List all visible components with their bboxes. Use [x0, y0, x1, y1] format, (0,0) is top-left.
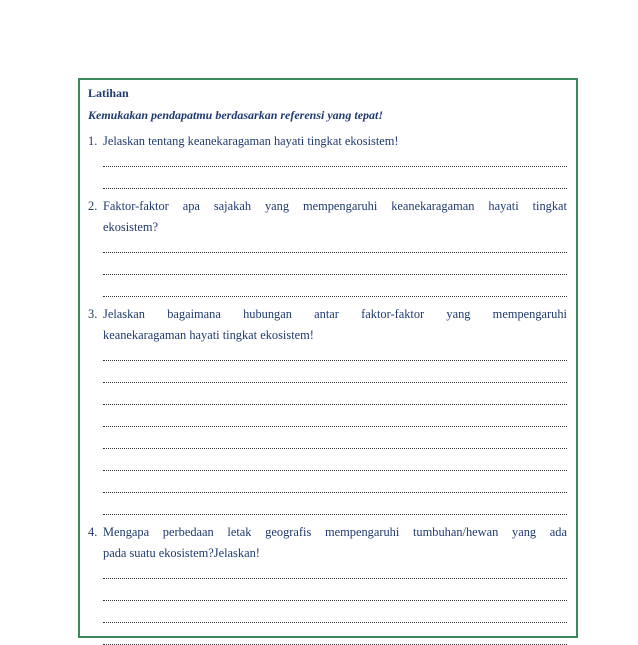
exercise-title: Latihan	[88, 86, 129, 100]
answer-line[interactable]	[103, 339, 567, 361]
question-text-line: ekosistem?	[103, 220, 159, 234]
answer-line[interactable]	[103, 231, 567, 253]
question-text-line: pada suatu ekosistem?Jelaskan!	[103, 546, 260, 560]
answer-line[interactable]	[103, 623, 567, 645]
answer-line[interactable]	[103, 253, 567, 275]
question-number: 1.	[88, 134, 98, 148]
question-number: 2.	[88, 199, 98, 213]
answer-line[interactable]	[103, 405, 567, 427]
answer-line[interactable]	[103, 449, 567, 471]
question-text: Jelaskan tentang keanekaragaman hayati tingkat ekosistem!	[103, 134, 399, 148]
exercise-box	[78, 78, 578, 638]
answer-line[interactable]	[103, 427, 567, 449]
answer-line[interactable]	[103, 557, 567, 579]
question-text-line: Faktor-faktor apa sajakah yang mempengaruhi keanekaragaman hayati tingkat	[103, 199, 567, 213]
question-text-line: Jelaskan bagaimana hubungan antar faktor-faktor yang mempengaruhi	[103, 307, 567, 321]
answer-line[interactable]	[103, 145, 567, 167]
question-number: 4.	[88, 525, 98, 539]
answer-line[interactable]	[103, 579, 567, 601]
answer-line[interactable]	[103, 601, 567, 623]
answer-line[interactable]	[103, 493, 567, 515]
exercise-instruction: Kemukakan pendapatmu berdasarkan referensi yang tepat!	[88, 108, 384, 122]
answer-line[interactable]	[103, 471, 567, 493]
question-text-line: keanekaragaman hayati tingkat ekosistem!	[103, 328, 314, 342]
question-number: 3.	[88, 307, 98, 321]
answer-line[interactable]	[103, 167, 567, 189]
answer-line[interactable]	[103, 383, 567, 405]
question-text-line: Mengapa perbedaan letak geografis mempengaruhi tumbuhan/hewan yang ada	[103, 525, 567, 539]
answer-line[interactable]	[103, 361, 567, 383]
answer-line[interactable]	[103, 275, 567, 297]
